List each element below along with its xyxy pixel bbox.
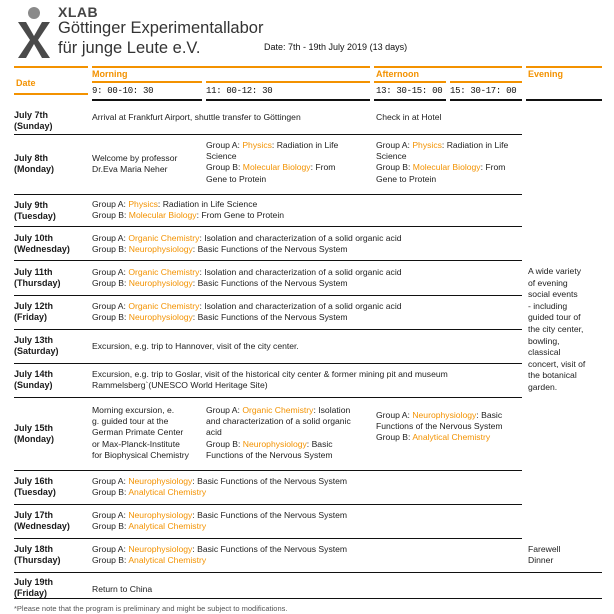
- time-slot: 15: 30-17: 00: [450, 86, 517, 96]
- divider: [526, 99, 602, 101]
- divider: [92, 99, 202, 101]
- time-slot: 13: 30-15: 00: [376, 86, 443, 96]
- divider: [526, 66, 602, 68]
- divider: [374, 66, 522, 68]
- divider: [206, 99, 370, 101]
- date-range: Date: 7th - 19th July 2019 (13 days): [264, 42, 408, 52]
- row-separator: [14, 134, 522, 135]
- logo-line-2: Göttinger Experimentallabor: [58, 19, 264, 37]
- footnote: *Please note that the program is preliminary and might be subject to modifications.: [14, 604, 288, 613]
- day-label: July 12th (Friday): [14, 301, 54, 322]
- cell-goslar: Excursion, e.g. trip to Goslar, visit of the historical city center & former mining pit and museum Rammelsberg`(UNESCO World Heritage Site): [92, 369, 448, 391]
- day-label: July 13th (Saturday): [14, 335, 59, 356]
- row-separator: [14, 538, 522, 539]
- divider: [374, 81, 446, 83]
- time-slot: 11: 00-12: 30: [206, 86, 273, 96]
- day-label: July 17th (Wednesday): [14, 510, 70, 531]
- day-label: July 16th (Tuesday): [14, 476, 56, 497]
- divider: [14, 66, 88, 68]
- cell-groups-jul15-afternoon: Group A: Neurophysiology: Basic Functions of the Nervous System Group B: Analytical Chemistry: [376, 410, 503, 443]
- cell-groups-jul18: Group A: Neurophysiology: Basic Functions of the Nervous System Group B: Analytical Chemistry: [92, 544, 348, 566]
- header-morning: Morning: [92, 69, 128, 79]
- divider: [450, 81, 522, 83]
- divider: [14, 93, 88, 95]
- cell-groups-jul12: Group A: Organic Chemistry: Isolation and characterization of a solid organic acid Group B: Neurophysiology: Basic Functions of the Nervous System: [92, 301, 402, 323]
- day-label: July 11th (Thursday): [14, 267, 61, 288]
- day-label: July 8th (Monday): [14, 153, 54, 174]
- cell-return: Return to China: [92, 584, 153, 594]
- cell-groups-jul16: Group A: Neurophysiology: Basic Functions of the Nervous System Group B: Analytical Chemistry: [92, 476, 348, 498]
- row-separator: [14, 329, 522, 330]
- cell-groups-jul10: Group A: Organic Chemistry: Isolation and characterization of a solid organic acid Group B: Neurophysiology: Basic Functions of the Nervous System: [92, 233, 402, 255]
- cell-groups-jul8-morning: Group A: Physics: Radiation in Life Science Group B: Molecular Biology: From Gene to Protein: [206, 140, 339, 184]
- cell-groups-jul17: Group A: Neurophysiology: Basic Functions of the Nervous System Group B: Analytical Chemistry: [92, 510, 348, 532]
- row-separator: [14, 363, 522, 364]
- cell-welcome: Welcome by professor Dr.Eva Maria Neher: [92, 153, 178, 175]
- header-date: Date: [16, 78, 36, 88]
- divider: [206, 81, 370, 83]
- cell-arrival: Arrival at Frankfurt Airport, shuttle transfer to Göttingen: [92, 112, 301, 122]
- header-afternoon: Afternoon: [376, 69, 419, 79]
- divider: [92, 81, 202, 83]
- divider: [92, 66, 370, 68]
- day-label: July 7th (Sunday): [14, 110, 53, 131]
- cell-morning-excursion: Morning excursion, e. g. guided tour at the German Primate Center or Max-Planck-Institute for Biophysical Chemistry: [92, 405, 189, 460]
- row-separator: [14, 504, 522, 505]
- cell-groups-jul15-morning: Group A: Organic Chemistry: Isolation and characterization of a solid organic acid Group B: Neurophysiology: Basic Functions of the Nervous System: [206, 405, 351, 460]
- cell-groups-jul9: Group A: Physics: Radiation in Life Science Group B: Molecular Biology: From Gene to Protein: [92, 199, 285, 221]
- row-separator: [14, 572, 602, 573]
- day-label: July 18th (Thursday): [14, 544, 61, 565]
- day-label: July 14th (Sunday): [14, 369, 54, 390]
- logo-line-1: XLAB: [58, 4, 99, 20]
- xlab-x-icon: [14, 6, 54, 58]
- xlab-logo: [14, 2, 264, 58]
- logo-line-3: für junge Leute e.V.: [58, 39, 201, 57]
- divider: [374, 99, 446, 101]
- cell-groups-jul8-afternoon: Group A: Physics: Radiation in Life Science Group B: Molecular Biology: From Gene to Protein: [376, 140, 509, 184]
- row-separator: [14, 470, 522, 471]
- row-separator: [14, 295, 522, 296]
- day-label: July 10th (Wednesday): [14, 233, 70, 254]
- header-evening: Evening: [528, 69, 564, 79]
- cell-groups-jul11: Group A: Organic Chemistry: Isolation and characterization of a solid organic acid Group B: Neurophysiology: Basic Functions of the Nervous System: [92, 267, 402, 289]
- cell-farewell-dinner: Farewell Dinner: [528, 544, 561, 566]
- day-label: July 9th (Tuesday): [14, 200, 56, 221]
- day-label: July 19th (Friday): [14, 577, 54, 598]
- cell-checkin: Check in at Hotel: [376, 112, 442, 122]
- cell-hannover: Excursion, e.g. trip to Hannover, visit of the city center.: [92, 341, 299, 351]
- row-separator: [14, 598, 602, 599]
- row-separator: [14, 226, 522, 227]
- row-separator: [14, 397, 522, 398]
- cell-evening-events: A wide variety of evening social events - including guided tour of the city center, bowling, classical concert, visit of the botanical garden.: [528, 266, 586, 392]
- divider: [450, 99, 522, 101]
- row-separator: [14, 260, 522, 261]
- row-separator: [14, 194, 522, 195]
- time-slot: 9: 00-10: 30: [92, 86, 154, 96]
- day-label: July 15th (Monday): [14, 423, 54, 444]
